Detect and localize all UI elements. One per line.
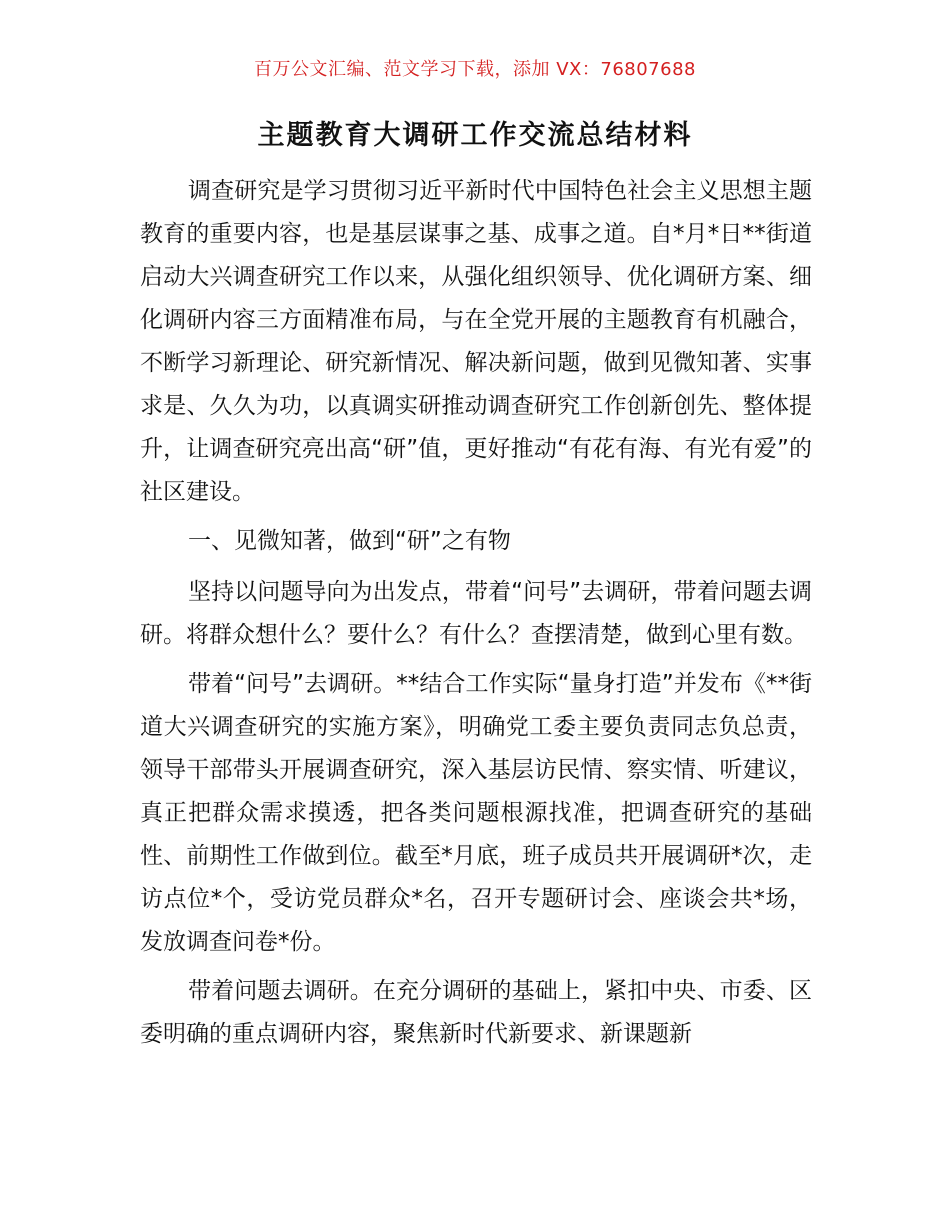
paragraph-question-research: 带着“问号”去调研。**结合工作实际“量身打造”并发布《**街道大兴调查研究的实施方案》，明确党工委主要负责同志负总责，领导干部带头开展调查研究，深入基层访民情、察实情、听建议，真正把群众需求摸透，把各类问题根源找准，把调查研究的基础性、前期性工作做到位。截至*月底，班子成员共开展调研*次，走访点位*个，受访党员群众*名，召开专题研讨会、座谈会共*场，发放调查问卷*份。	[140, 671, 812, 955]
header-banner: 百万公文汇编、范文学习下载，添加 VX：76807688	[254, 59, 696, 80]
document-title: 主题教育大调研工作交流总结材料	[257, 120, 693, 151]
section-heading-1: 一、见微知著，做到“研”之有物	[188, 528, 511, 554]
paragraph-problem-research: 带着问题去调研。在充分调研的基础上，紧扣中央、市委、区委明确的重点调研内容，聚焦新时代新要求、新课题新	[140, 978, 812, 1047]
document-body	[140, 170, 812, 1062]
paragraph-intro: 调查研究是学习贯彻习近平新时代中国特色社会主义思想主题教育的重要内容，也是基层谋事之基、成事之道。自*月*日**街道启动大兴调查研究工作以来，从强化组织领导、优化调研方案、细化调研内容三方面精准布局，与在全党开展的主题教育有机融合，不断学习新理论、研究新情况、解决新问题，做到见微知著、实事求是、久久为功，以真调实研推动调查研究工作创新创先、整体提升，让调查研究亮出高“研”值，更好推动“有花有海、有光有爱”的社区建设。	[140, 178, 812, 505]
paragraph-problem-orientation: 坚持以问题导向为出发点，带着“问号”去调研，带着问题去调研。将群众想什么？要什么？有什么？查摆清楚，做到心里有数。	[140, 579, 812, 648]
